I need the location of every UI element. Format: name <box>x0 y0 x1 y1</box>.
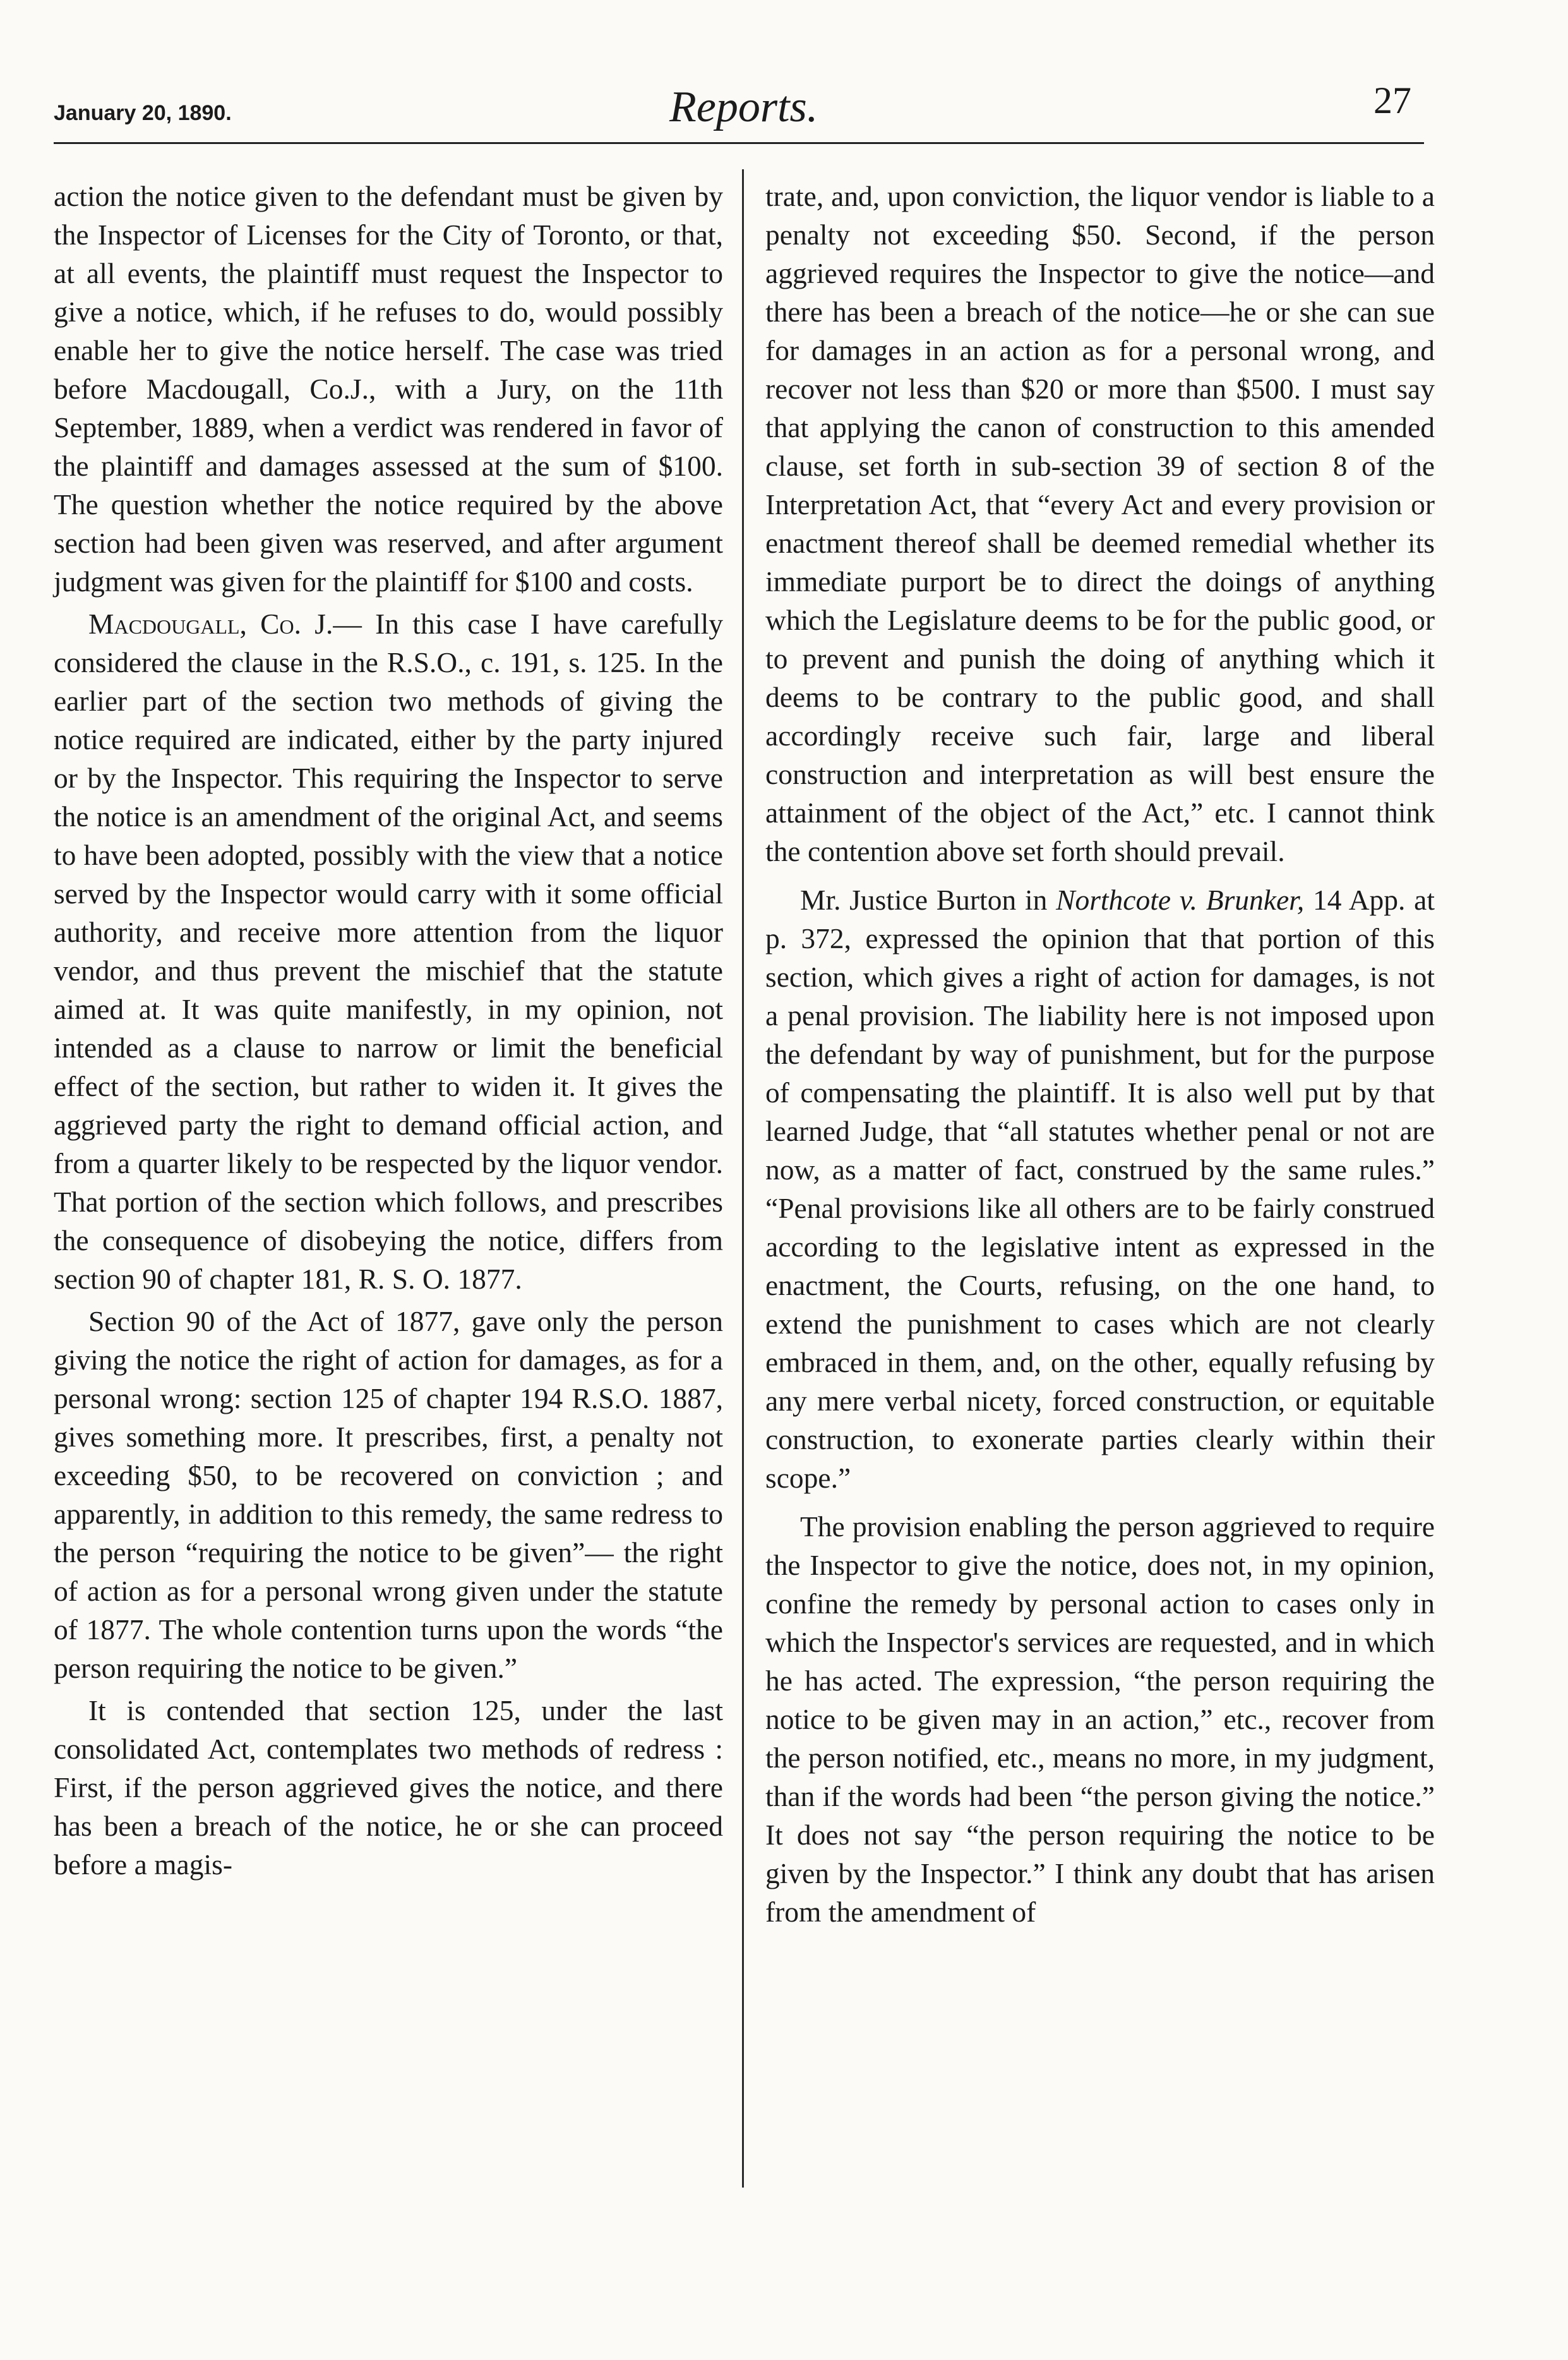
paragraph-text: 14 App. at p. 372, expressed the opinion that that portion of this section, which gives a right of action for damages, is not a penal provision. The liability here is not imposed upon the defendant by way of punishment, but for the purpose of compensating the plaintiff. It is also well put by that learned Judge, that “all statutes whether penal or not are now, as a matter of fact, construed by the same rules.” “Penal provisions like all others are to be fairly construed according to the legislative intent as expressed in the enactment, the Courts, refusing, on the one hand, to extend the punishment to cases which are not clearly embraced in them, and, on the other, equally refusing by any mere verbal nicety, forced construction, or equitable construction, to exonerate parties clearly within their scope.” <box>765 884 1435 1494</box>
justice-name: Mr. Justice Burton <box>800 884 1017 916</box>
paragraph: trate, and, upon conviction, the liquor vendor is liable to a penalty not exceeding $50. Second, if the person aggrieved requires the Inspector to give the notice—and there has been a breach of the notice—he or she can sue for damages in an action as for a personal wrong, and recover not less than $20 or more than $500. I must say that applying the canon of construction to this amended clause, set forth in sub-section 39 of section 8 of the Interpretation Act, that “every Act and every provision or enactment thereof shall be deemed remedial whether its immediate purport be to direct the doings of anything which the Legislature deems to be for the public good, or to prevent and punish the doing of anything which it deems to be contrary to the public good, and shall accordingly receive such fair, large and liberal construction and interpretation as will best ensure the attainment of the object of the Act,” etc. I cannot think the contention above set forth should prevail. <box>765 180 1435 867</box>
paragraph-text: — In this case I have carefully considered the clause in the R.S.O., c. 191, s. 125. In the earlier part of the section two methods of giving the notice required are indicated, either by the party injured or by the Inspector. This requiring the Inspector to serve the notice is an amendment of the original Act, and seems to have been adopted, possibly with the view that a notice served by the Inspector would carry with it some official authority, and receive more attention from the liquor vendor, and thus prevent the mischief that the statute aimed at. It was quite manifestly, in my opinion, not intended as a clause to narrow or limit the beneficial effect of the section, but rather to widen it. It gives the aggrieved party the right to demand official action, and from a quarter likely to be respected by the liquor vendor. That portion of the section which follows, and prescribes the consequence of disobeying the notice, differs from section 90 of chapter 181, R. S. O. 1877. <box>54 608 723 1295</box>
page-number: 27 <box>1373 80 1411 121</box>
judge-name: Macdougall, Co. J. <box>88 608 333 640</box>
connector-word: in <box>1024 884 1048 916</box>
page-header <box>54 76 1430 145</box>
paragraph: The provision enabling the person aggrieved to require the Inspector to give the notice, does not, in my opinion, confine the remedy by personal action to cases only in which the Inspector's services are requested, and in which he has acted. The expression, “the person requiring the notice to be given may in an action,” etc., recover from the person notified, etc., means no more, in my judgment, than if the words had been “the person giving the notice.” It does not say “the person requiring the notice to be given by the Inspector.” I think any doubt that has arisen from the amendment of <box>765 1510 1435 1928</box>
paragraph: Section 90 of the Act of 1877, gave only the person giving the notice the right of action for damages, as for a personal wrong: section 125 of chapter 194 R.S.O. 1887, gives something more. It prescribes, first, a penalty not exceeding $50, to be recovered on conviction ; and apparently, in addition to this remedy, the same redress to the person “requiring the notice to be given”— the right of action as for a personal wrong given under the statute of 1877. The whole contention turns upon the words “the person requiring the notice to be given.” <box>54 1305 723 1684</box>
paragraph <box>765 881 1435 1497</box>
header-date: January 20, 1890. <box>54 101 232 125</box>
paragraph <box>54 605 723 1298</box>
header-title: Reports. <box>669 83 818 131</box>
header-rule <box>54 142 1424 144</box>
left-column <box>54 177 723 1884</box>
column-divider <box>742 169 744 2188</box>
case-citation: Northcote v. Brunker, <box>1056 884 1305 916</box>
paragraph: It is contended that section 125, under the last consolidated Act, contemplates two methods of redress : First, if the person aggrieved gives the notice, and there has been a breach of the notice, he or she can proceed before a magis- <box>54 1694 723 1881</box>
right-column <box>765 177 1435 1931</box>
paragraph: action the notice given to the defendant must be given by the Inspector of Licenses for the City of Toronto, or that, at all events, the plaintiff must request the Inspector to give a notice, which, if he refuses to do, would possibly enable her to give the notice herself. The case was tried before Macdougall, Co.J., with a Jury, on the 11th September, 1889, when a verdict was rendered in favor of the plaintiff and damages assessed at the sum of $100. The question whether the notice required by the above section had been given was reserved, and after argument judgment was given for the plaintiff for $100 and costs. <box>54 180 723 598</box>
